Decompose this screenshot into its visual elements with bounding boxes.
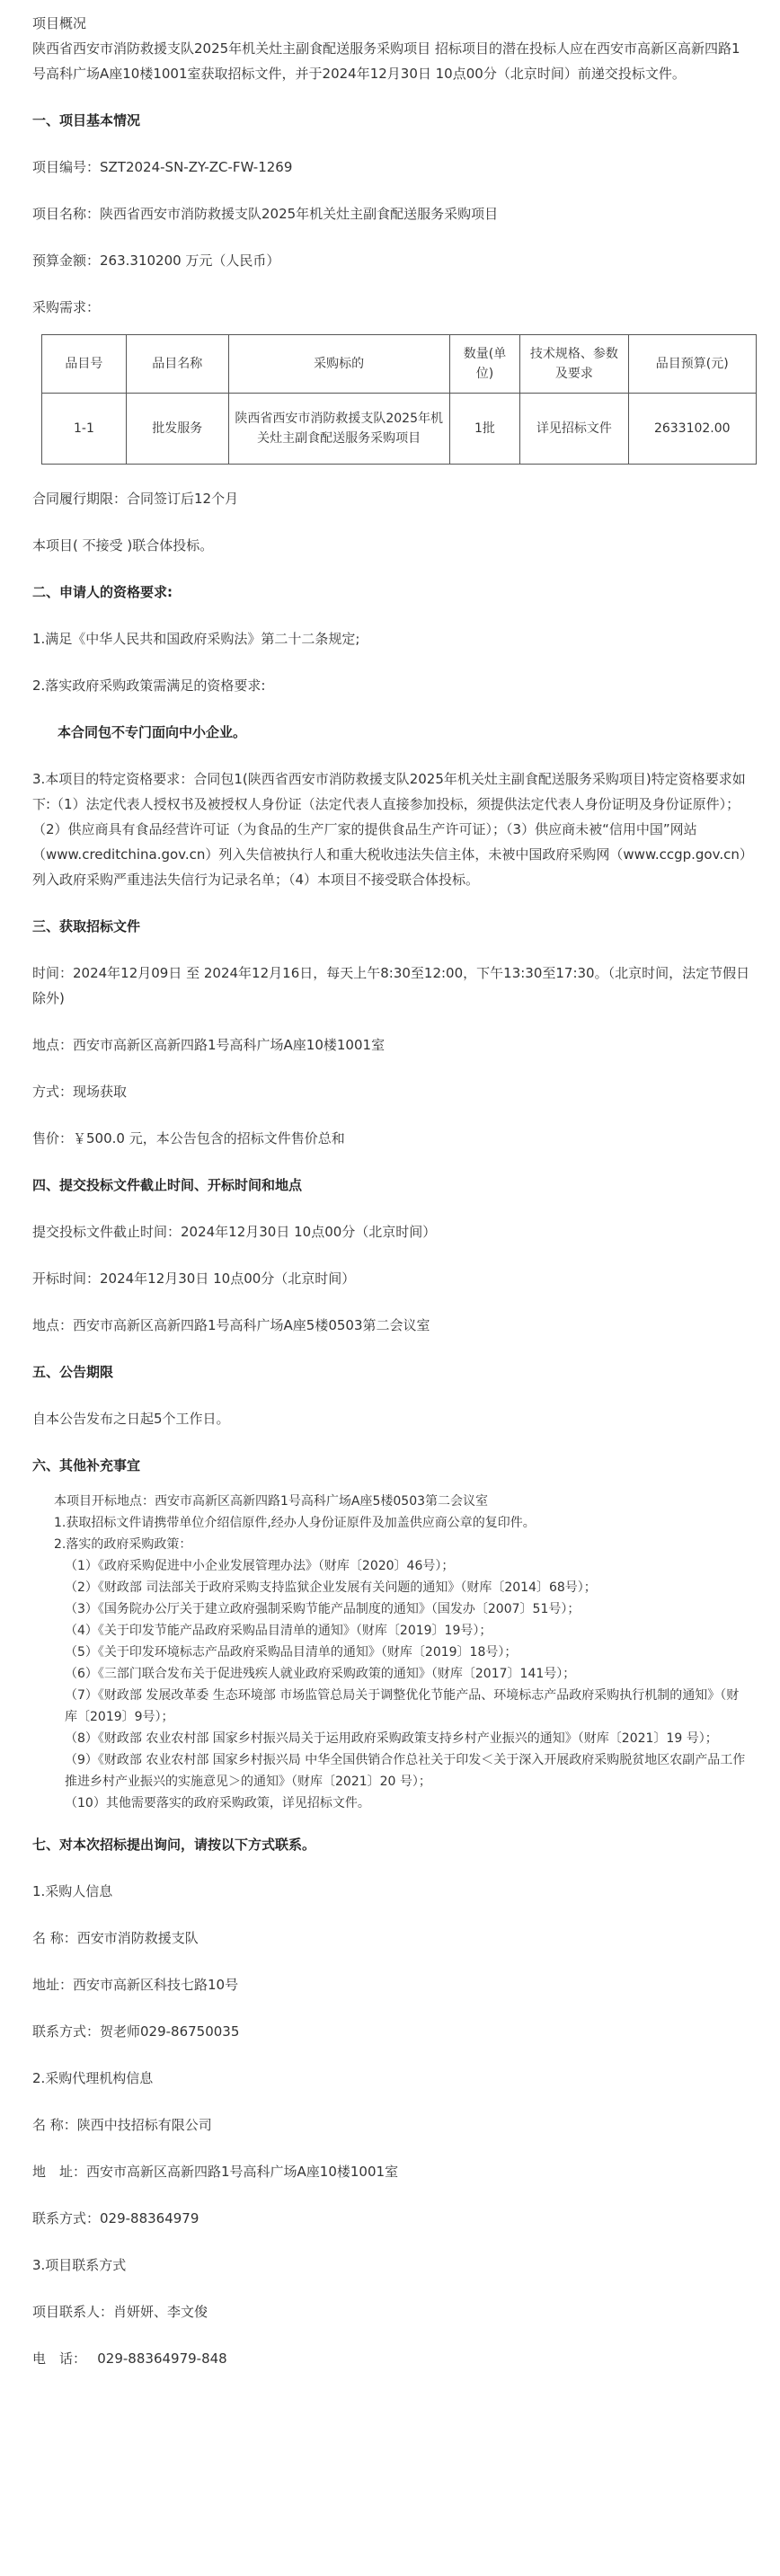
- agency-address: 地 址：西安市高新区高新四路1号高科广场A座10楼1001室: [32, 2164, 399, 2180]
- buyer-title: 1.采购人信息: [32, 1883, 113, 1899]
- qualification-item-3: 3.本项目的特定资格要求：合同包1(陕西省西安市消防救援支队2025年机关灶主副食配送服务采购项目)特定资格要求如下:（1）法定代表人授权书及被授权人身份证（法定代表人直接参加投标，须提供法定代表人身份证明及身份证原件）；（2）供应商具有食品经营许可证（为食品的生产厂家的提供食品生产许可证）；（3）供应商未被“信用中国”网站（www.creditchina.gov.cn）列入失信被执行人和重大税收违法失信主体，未被中国政府采购网（www.ccgp.gov.cn）列入政府采购严重违法失信行为记录名单；（4）本项目不接受联合体投标。: [32, 771, 747, 888]
- table-header: 品目名称: [126, 335, 228, 394]
- opening-place: 地点：西安市高新区高新四路1号高科广场A座5楼0503第二会议室: [32, 1317, 430, 1333]
- list-item: （4）《关于印发节能产品政府采购品目清单的通知》（财库〔2019〕19号）；: [65, 1624, 492, 1638]
- section-1-heading: 一、项目基本情况: [32, 112, 141, 128]
- document-price: 售价：￥500.0 元，本公告包含的招标文件售价总和: [32, 1130, 345, 1146]
- table-cell: 1-1: [42, 394, 127, 465]
- overview-text: 陕西省西安市消防救援支队2025年机关灶主副食配送服务采购项目 招标项目的潜在投标人应在西安市高新区高新四路1号高科广场A座10楼1001室获取招标文件，并于2024年12月30日 10点00分（北京时间）前递交投标文件。: [32, 40, 740, 82]
- obtain-method: 方式：现场获取: [32, 1084, 128, 1100]
- list-item: （3）《国务院办公厅关于建立政府强制采购节能产品制度的通知》（国发办〔2007〕51号）；: [65, 1602, 581, 1616]
- notice-period: 自本公告发布之日起5个工作日。: [32, 1411, 230, 1427]
- table-cell: 1批: [449, 394, 519, 465]
- obtain-place: 地点：西安市高新区高新四路1号高科广场A座10楼1001室: [32, 1037, 386, 1053]
- agency-name: 名 称：陕西中技招标有限公司: [32, 2117, 212, 2133]
- section-3-heading: 三、获取招标文件: [32, 918, 141, 934]
- section-7-heading: 七、对本次招标提出询问，请按以下方式联系。: [32, 1837, 316, 1853]
- table-row: [42, 394, 757, 465]
- project-contact-people: 项目联系人：肖妍妍、李文俊: [32, 2304, 208, 2320]
- section-4-heading: 四、提交投标文件截止时间、开标时间和地点: [32, 1177, 303, 1193]
- project-number: 项目编号：SZT2024-SN-ZY-ZC-FW-1269: [32, 159, 293, 175]
- table-header: 数量(单位): [449, 335, 519, 394]
- buyer-contact: 联系方式：贺老师029-86750035: [32, 2023, 240, 2040]
- table-header: 采购标的: [228, 335, 449, 394]
- list-item: （9）《财政部 农业农村部 国家乡村振兴局 中华全国供销合作总社关于印发＜关于深入开展政府采购脱贫地区农副产品工作推进乡村产业振兴的实施意见＞的通知》（财库〔2021〕20 号）；: [65, 1753, 746, 1789]
- list-item: 2.落实的政府采购政策：: [54, 1537, 192, 1552]
- sme-note: 本合同包不专门面向中小企业。: [58, 724, 247, 740]
- list-item: （1）《政府采购促进中小企业发展管理办法》（财库〔2020〕46号）；: [65, 1559, 455, 1573]
- announcement-document: [32, 11, 751, 2371]
- requirements-table: [41, 334, 757, 465]
- qualification-item-2: 2.落实政府采购政策需满足的资格要求:: [32, 677, 266, 694]
- list-item: （6）《三部门联合发布关于促进残疾人就业政府采购政策的通知》（财库〔2017〕141号）；: [65, 1667, 576, 1681]
- list-item: （2）《财政部 司法部关于政府采购支持监狱企业发展有关问题的通知》（财库〔2014〕68号）；: [65, 1580, 597, 1595]
- list-item: （8）《财政部 农业农村部 国家乡村振兴局关于运用政府采购政策支持乡村产业振兴的通知》（财库〔2021〕19 号）；: [65, 1731, 718, 1746]
- consortium-note: 本项目( 不接受 )联合体投标。: [32, 537, 214, 553]
- project-contact-title: 3.项目联系方式: [32, 2257, 127, 2273]
- list-item: （10）其他需要落实的政府采购政策，详见招标文件。: [65, 1796, 370, 1810]
- buyer-name: 名 称：西安市消防救援支队: [32, 1930, 199, 1946]
- table-header: 品目号: [42, 335, 127, 394]
- agency-title: 2.采购代理机构信息: [32, 2070, 154, 2086]
- section-6-heading: 六、其他补充事宜: [32, 1457, 141, 1474]
- table-header-row: [42, 335, 757, 394]
- project-contact-phone: 电 话： 029-88364979-848: [32, 2350, 227, 2367]
- table-header: 技术规格、参数及要求: [520, 335, 628, 394]
- table-cell: 2633102.00: [628, 394, 756, 465]
- contract-period: 合同履行期限：合同签订后12个月: [32, 491, 239, 507]
- table-cell: 详见招标文件: [520, 394, 628, 465]
- table-header: 品目预算(元): [628, 335, 756, 394]
- list-item: 1.获取招标文件请携带单位介绍信原件,经办人身份证原件及加盖供应商公章的复印件。: [54, 1516, 536, 1530]
- qualification-item-1: 1.满足《中华人民共和国政府采购法》第二十二条规定;: [32, 631, 360, 647]
- project-name: 项目名称：陕西省西安市消防救援支队2025年机关灶主副食配送服务采购项目: [32, 206, 499, 222]
- overview-title: 项目概况: [32, 15, 87, 31]
- demand-label: 采购需求：: [32, 299, 101, 315]
- list-item: （7）《财政部 发展改革委 生态环境部 市场监管总局关于调整优化节能产品、环境标志产品政府采购执行机制的通知》（财库〔2019〕9号）；: [65, 1688, 740, 1724]
- obtain-time: 时间：2024年12月09日 至 2024年12月16日，每天上午8:30至12:00，下午13:30至17:30。（北京时间，法定节假日除外): [32, 965, 750, 1006]
- supplementary-list: [32, 1491, 751, 1814]
- budget-amount: 预算金额：263.310200 万元（人民币）: [32, 252, 280, 269]
- section-2-heading: 二、申请人的资格要求:: [32, 584, 173, 600]
- buyer-address: 地址：西安市高新区科技七路10号: [32, 1977, 239, 1993]
- submission-deadline: 提交投标文件截止时间：2024年12月30日 10点00分（北京时间）: [32, 1224, 437, 1240]
- list-item: 本项目开标地点：西安市高新区高新四路1号高科广场A座5楼0503第二会议室: [54, 1494, 489, 1509]
- opening-time: 开标时间：2024年12月30日 10点00分（北京时间）: [32, 1270, 356, 1287]
- section-5-heading: 五、公告期限: [32, 1364, 114, 1380]
- table-cell: 批发服务: [126, 394, 228, 465]
- list-item: （5）《关于印发环境标志产品政府采购品目清单的通知》（财库〔2019〕18号）；: [65, 1645, 518, 1660]
- agency-contact: 联系方式：029-88364979: [32, 2210, 199, 2226]
- table-cell: 陕西省西安市消防救援支队2025年机关灶主副食配送服务采购项目: [228, 394, 449, 465]
